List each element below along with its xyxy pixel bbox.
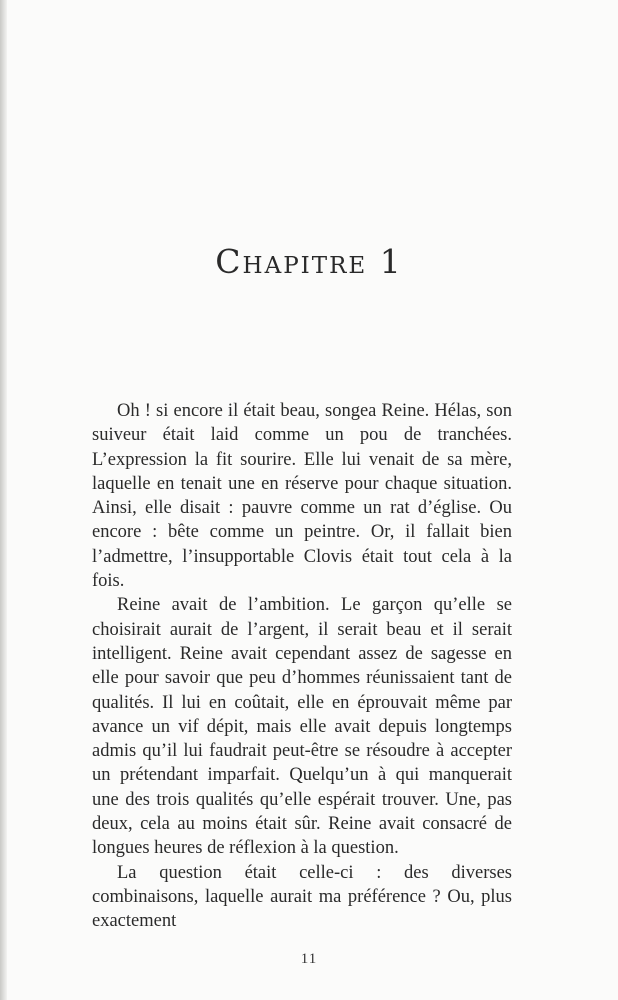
chapter-title: Chapitre 1 bbox=[215, 242, 403, 281]
page-number: 11 bbox=[300, 951, 318, 967]
chapter-body bbox=[92, 399, 512, 934]
paragraph: Oh ! si encore il était beau, songea Reine. Hélas, son suiveur était laid comme un pou de tranchées. L’expression la fit sourire. Elle lui venait de sa mère, laquelle en tenait une en réserve pour chaque situation. Ainsi, elle disait : pauvre comme un rat d’église. Ou encore : bête comme un peintre. Or, il fallait bien l’admettre, l’insupportable Clovis était tout cela à la fois. bbox=[92, 401, 512, 592]
paragraph: La question était celle-ci : des diverses combinaisons, laquelle aurait ma préférence ? Ou, plus exactement bbox=[92, 862, 512, 932]
page-binding-shadow bbox=[0, 0, 7, 1000]
paragraph: Reine avait de l’ambition. Le garçon qu’elle se choisirait aurait de l’argent, il serait beau et il serait intelligent. Reine avait cependant assez de sagesse en elle pour savoir que peu d’hommes réunissaient tant de qualités. Il lui en coûtait, elle en éprouvait même par avance un vif dépit, mais elle avait depuis longtemps admis qu’il lui faudrait peut-être se résoudre à accepter un prétendant imparfait. Quelqu’un à qui manquerait une des trois qualités qu’elle espérait trouver. Une, pas deux, cela au moins était sûr. Reine avait consacré de longues heures de réflexion à la question. bbox=[92, 595, 512, 859]
